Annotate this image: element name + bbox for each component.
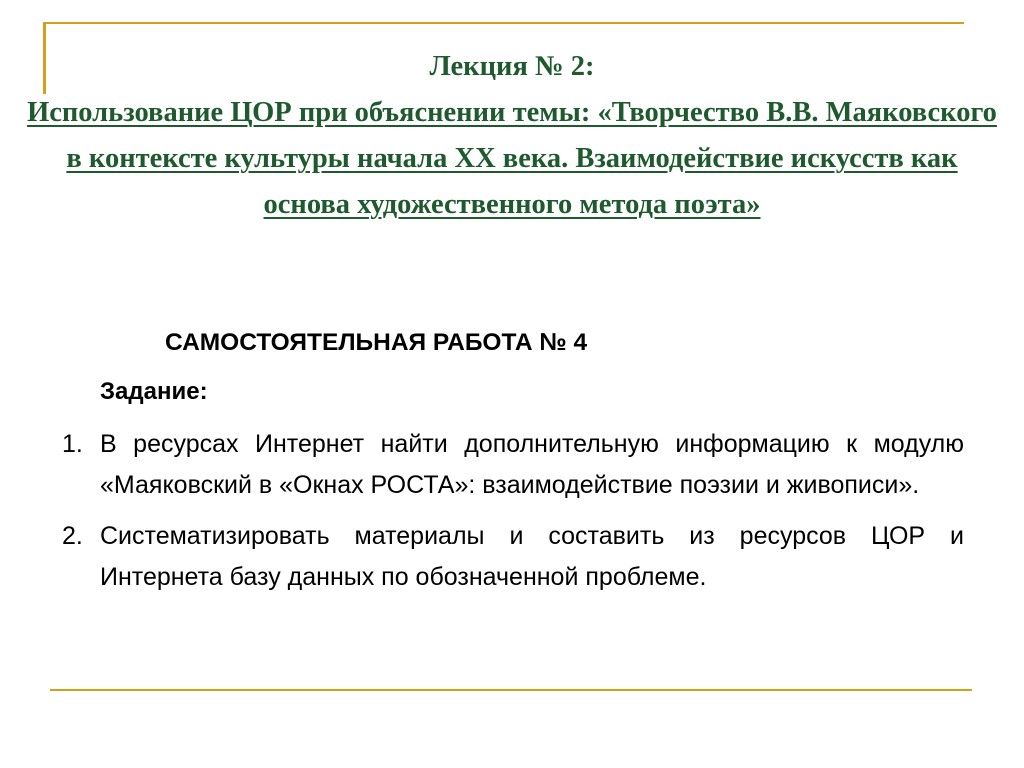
item-number: 1. <box>62 430 83 458</box>
assignment-heading: САМОСТОЯТЕЛЬНАЯ РАБОТА № 4 <box>165 329 588 356</box>
lecture-topic: Использование ЦОР при объяснении темы: «Творчество В.В. Маяковского в контексте культуры начала ХХ века. Взаимодействие искусств как основа художественного метода поэта» <box>27 97 997 220</box>
item-text: В ресурсах Интернет найти дополнительную информацию к модулю «Маяковский в «Окнах РОСТА»: взаимодействие поэзии и живописи». <box>100 430 964 499</box>
task-label: Задание: <box>100 378 208 405</box>
decorative-top-line <box>44 22 964 24</box>
item-text: Систематизировать материалы и составить из ресурсов ЦОР и Интернета базу данных по обозначенной проблеме. <box>100 522 964 591</box>
list-item <box>62 516 964 598</box>
decorative-bottom-line <box>50 689 972 691</box>
lecture-number: Лекция № 2: <box>429 51 595 82</box>
item-number: 2. <box>62 522 83 550</box>
list-item <box>62 424 964 506</box>
slide-title <box>20 44 1004 228</box>
task-list <box>62 424 964 608</box>
